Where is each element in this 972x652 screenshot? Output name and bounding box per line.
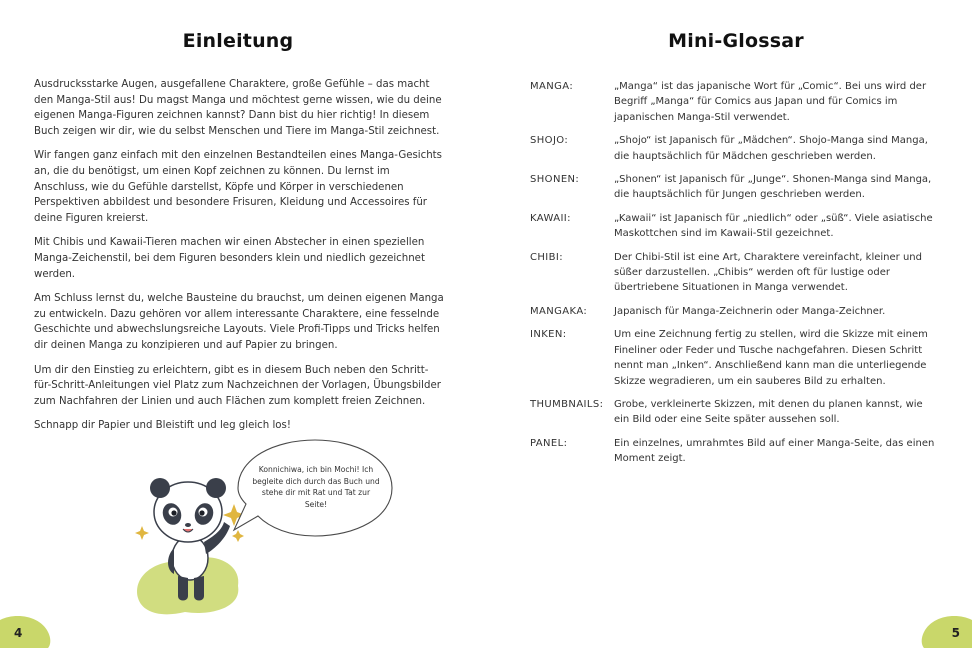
glossary-entry	[530, 79, 940, 125]
left-page	[0, 0, 486, 648]
mascot-illustration	[130, 430, 410, 620]
glossary-term: PANEL:	[530, 437, 568, 449]
glossary-term: SHONEN:	[530, 174, 580, 186]
panda-mascot-icon	[130, 430, 410, 620]
glossary-definition: „Kawaii“ ist Japanisch für „niedlich“ oder „süß“. Viele asiatische Maskottchen sind im Kawaii-Stil gezeichnet.	[614, 212, 933, 240]
page-title-mini-glossar: Mini-Glossar	[668, 30, 804, 52]
speech-bubble-text: Konnichiwa, ich bin Mochi! Ich begleite dich durch das Buch und stehe dir mit Rat und Tat zur Seite!	[252, 465, 380, 509]
page-number-right	[920, 612, 972, 648]
glossary-term: MANGA:	[530, 81, 574, 92]
glossary-term: KAWAII:	[530, 212, 571, 224]
glossary-definition: Grobe, verkleinerte Skizzen, mit denen du planen kannst, wie ein Bild oder eine Seite später aussehen soll.	[614, 398, 923, 426]
glossary-entry	[530, 172, 940, 203]
page-number-left	[0, 612, 52, 648]
intro-paragraph: Schnapp dir Papier und Bleistift und leg gleich los!	[34, 420, 291, 432]
glossary-definition: Japanisch für Manga-Zeichnerin oder Manga-Zeichner.	[614, 305, 886, 317]
right-page	[486, 0, 972, 648]
glossary-term: MANGAKA:	[530, 305, 588, 317]
glossary-definition: Der Chibi-Stil ist eine Art, Charaktere vereinfacht, kleiner und süßer darzustellen. „Chibis“ werden oft für lustige oder übertriebene Situationen in Manga verwendet.	[614, 251, 922, 294]
glossary-definition: „Shojo“ ist Japanisch für „Mädchen“. Shojo-Manga sind Manga, die hauptsächlich für Mädchen geschrieben werden.	[614, 135, 928, 162]
glossary-term: THUMBNAILS:	[530, 398, 604, 410]
intro-paragraph: Am Schluss lernst du, welche Bausteine du brauchst, um deinen eigenen Manga zu entwickeln. Dazu gehören vor allem interessante Charaktere, eine fesselnde Geschichte und abwechslungsreiche Layouts. Viele Profi-Tipps und Tricks helfen dir deinen Manga zu konzipieren und auf Papier zu bringen.	[34, 293, 444, 351]
glossary-entry	[530, 397, 940, 428]
glossary-definition: Ein einzelnes, umrahmtes Bild auf einer Manga-Seite, das einen Moment zeigt.	[614, 437, 935, 465]
glossary-term: SHOJO:	[530, 135, 569, 147]
glossary-entry	[530, 327, 940, 389]
page-corner-blob-icon	[920, 612, 972, 648]
glossary-entry	[530, 436, 940, 467]
page-number: 4	[14, 626, 23, 640]
glossary-entry	[530, 304, 940, 319]
glossary-definition: „Manga“ ist das japanische Wort für „Comic“. Bei uns wird der Begriff „Manga“ für Comics aus Japan und für Comics im japanischen Manga-Stil verwendet.	[614, 81, 927, 123]
glossary-entry	[530, 211, 940, 242]
page-title-einleitung: Einleitung	[182, 30, 294, 52]
intro-paragraph: Mit Chibis und Kawaii-Tieren machen wir einen Abstecher in einen speziellen Manga-Zeichenstil, bei dem Figuren besonders klein und niedlich gezeichnet werden.	[34, 237, 425, 280]
page-number: 5	[951, 626, 960, 640]
glossary-definition: Um eine Zeichnung fertig zu stellen, wird die Skizze mit einem Fineliner oder Feder und Tusche nachgefahren. Diesen Schritt nennt man „Inken“. Anschließend kann man die unterliegende Skizze wegradieren, um ein sauberes Bild zu erhalten.	[614, 329, 928, 387]
glossary-definition: „Shonen“ ist Japanisch für „Junge“. Shonen-Manga sind Manga, die hauptsächlich für Jungen geschrieben werden.	[614, 174, 932, 201]
intro-paragraph: Um dir den Einstieg zu erleichtern, gibt es in diesem Buch neben den Schritt-für-Schritt-Anleitungen viel Platz zum Nachzeichnen der Vorlagen, Übungsbilder zum Nachfahren der Linien und auch Flächen zum komplett freien Zeichnen.	[34, 364, 441, 407]
glossary-entry	[530, 250, 940, 296]
glossary-entry	[530, 133, 940, 164]
glossary-term: CHIBI:	[530, 251, 564, 263]
intro-paragraph: Ausdrucksstarke Augen, ausgefallene Charaktere, große Gefühle – das macht den Manga-Stil aus! Du magst Manga und möchtest gerne wissen, wie du deine eigenen Manga-Figuren zeichnen kannst? Dann bist du hier richtig! In diesem Buch zeigen wir dir, wie du selbst Menschen und Tiere im Manga-Stil zeichnest.	[34, 79, 442, 137]
glossary-list	[530, 79, 940, 475]
intro-paragraph: Wir fangen ganz einfach mit den einzelnen Bestandteilen eines Manga-Gesichts an, die du benötigst, um einen Kopf zeichnen zu können. Du lernst im Anschluss, wie du Gefühle darstellst, Köpfe und Körper in verschiedenen Perspektiven abbildest und besondere Frisuren, Kleidung und Accessoires für deine Figuren kreierst.	[34, 150, 442, 224]
intro-text	[34, 77, 444, 443]
page-corner-blob-icon	[0, 612, 52, 648]
glossary-term: INKEN:	[530, 329, 567, 341]
